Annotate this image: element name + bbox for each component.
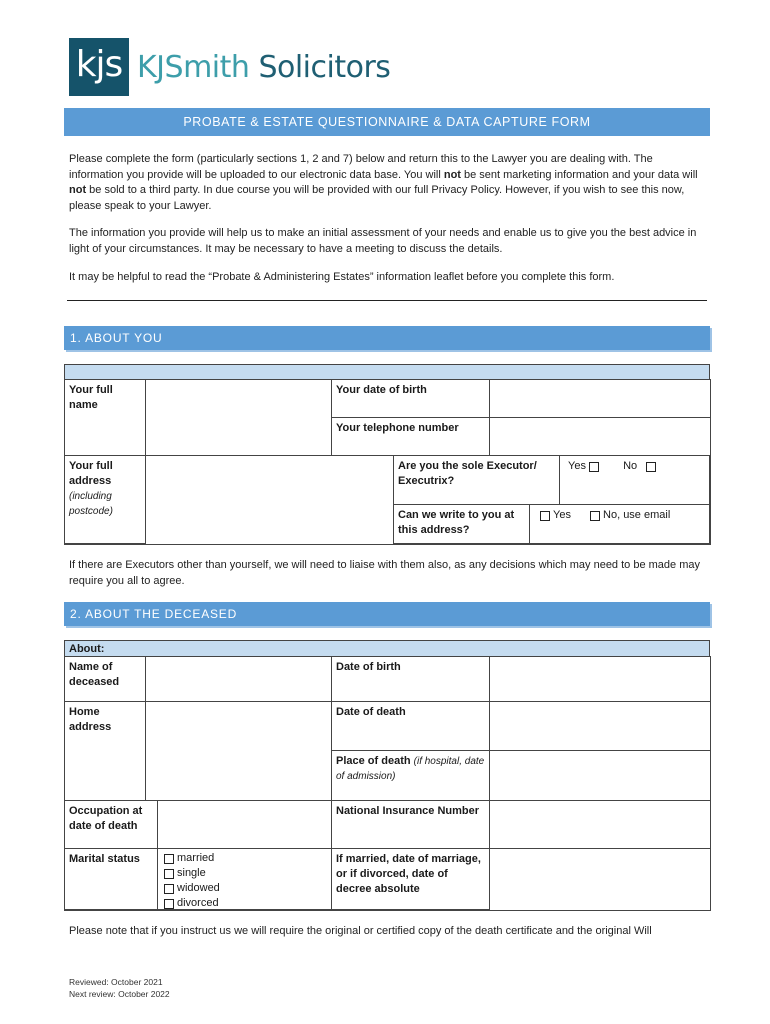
intro-paragraph-2: The information you provide will help us to make an initial assessment of your needs and enable us to give you the best advice in light of your circumstances. It may be necessary to have a meeting to discuss the details. [69,227,697,255]
write-address-options [529,504,711,545]
address-note: (including postcode) [69,491,113,517]
sole-executor-yes[interactable]: Yes [568,459,602,474]
deceased-dob-label: Date of birth [331,656,490,702]
dob-label: Your date of birth [331,379,490,418]
marital-status-label: Marital status [64,848,158,911]
death-certificate-note: Please note that if you instruct us we will require the original or certified copy of the death certificate and the original Will [69,925,652,937]
date-of-death-input[interactable] [489,701,711,751]
address-label: Your full address (including postcode) [64,455,146,545]
marriage-dates-label: If married, date of marriage, or if divorced, date of decree absolute [331,848,490,911]
dob-input[interactable] [489,379,711,418]
marital-option-divorced[interactable]: divorced [164,896,327,911]
executors-note: If there are Executors other than yourself, we will need to liaise with them also, as any decisions which may need to be made may require you all to agree. [69,559,700,587]
checkbox[interactable] [164,854,174,864]
footer [69,976,170,1000]
sole-executor-label: Are you the sole Executor/ Executrix? [393,455,560,505]
checkbox[interactable] [164,899,174,909]
home-address-label: Home address [64,701,146,801]
checkbox[interactable] [164,884,174,894]
intro-paragraph-3: It may be helpful to read the “Probate & Administering Estates” information leaflet before you complete this form. [69,271,615,283]
deceased-name-label: Name of deceased [64,656,146,702]
logo-name-strong: KJSmith [137,49,250,85]
marital-option-married[interactable]: married [164,851,327,866]
company-logo [69,38,390,96]
section-2-header: 2. ABOUT THE DECEASED [64,602,710,626]
sole-executor-options [559,455,711,505]
checkbox[interactable] [164,869,174,879]
address-input[interactable] [145,455,394,545]
marital-status-options [157,848,332,911]
full-name-input[interactable] [145,379,332,456]
checkbox[interactable] [590,511,600,521]
ni-number-label: National Insurance Number [331,800,490,849]
full-name-label: Your full name [64,379,146,456]
about-deceased-table [64,640,710,910]
write-address-label: Can we write to you at this address? [393,504,530,545]
write-address-yes[interactable]: Yes [540,508,571,523]
checkbox[interactable] [540,511,550,521]
divider [67,300,707,301]
marital-option-single[interactable]: single [164,866,327,881]
marriage-dates-input[interactable] [489,848,711,911]
write-address-no-email[interactable]: No, use email [590,508,670,523]
date-of-death-label: Date of death [331,701,490,751]
checkbox[interactable] [646,462,656,472]
deceased-name-input[interactable] [145,656,332,702]
telephone-input[interactable] [489,417,711,456]
place-of-death-input[interactable] [489,750,711,801]
about-bar: About: [64,640,710,657]
intro-paragraph-1: Please complete the form (particularly sections 1, 2 and 7) below and return this to the Lawyer you are dealing with. The information you provide will be uploaded to our electronic data base. You will not be sent marketing information and your data will not be sold to a third party. In due course you will be provided with our full Privacy Policy. However, if you wish to see this now, please speak to your Lawyer. [69,153,698,212]
checkbox[interactable] [589,462,599,472]
marital-option-widowed[interactable]: widowed [164,881,327,896]
home-address-input[interactable] [145,701,332,801]
occupation-label: Occupation at date of death [64,800,158,849]
table-header-bar [64,364,710,380]
reviewed-date: Reviewed: October 2021 [69,977,163,987]
place-of-death-note: (if hospital, date of admission) [336,756,485,782]
logo-name-light: Solicitors [249,49,391,85]
deceased-dob-input[interactable] [489,656,711,702]
telephone-label: Your telephone number [331,417,490,456]
about-you-table [64,364,710,544]
next-review-date: Next review: October 2022 [69,989,170,999]
occupation-input[interactable] [157,800,332,849]
ni-number-input[interactable] [489,800,711,849]
sole-executor-no[interactable]: No [623,459,659,474]
form-title: PROBATE & ESTATE QUESTIONNAIRE & DATA CAPTURE FORM [64,108,710,136]
logo-mark: kjs [69,38,129,96]
logo-wordmark [137,50,390,85]
section-1-header: 1. ABOUT YOU [64,326,710,350]
place-of-death-label: Place of death (if hospital, date of admission) [331,750,490,801]
